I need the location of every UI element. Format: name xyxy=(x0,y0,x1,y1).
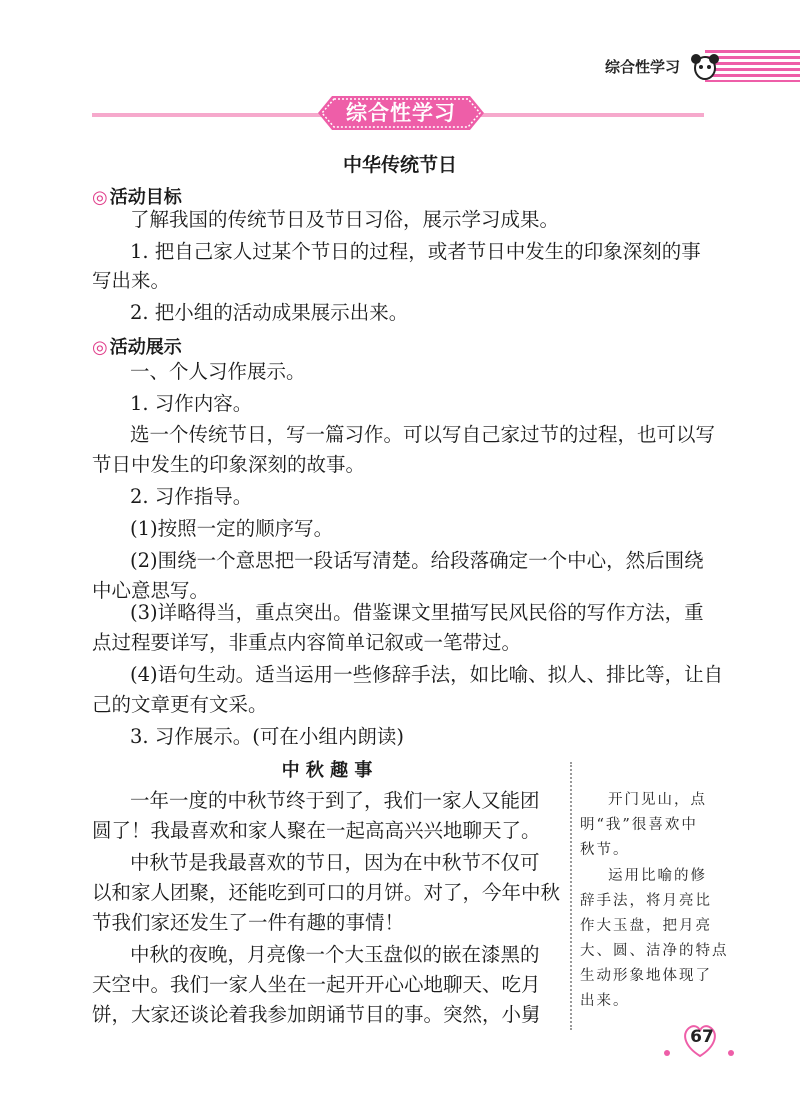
essay-line: 一年一度的中秋节终于到了，我们一家人又能团 xyxy=(130,789,540,812)
goal-2: 2. 把小组的活动成果展示出来。 xyxy=(130,301,409,324)
essay-line: 节我们家还发生了一件有趣的事情！ xyxy=(92,911,405,934)
note-line: 辞手法，将月亮比 xyxy=(580,893,712,909)
dot-decoration xyxy=(664,1050,670,1056)
section-heading-show-label: 活动展示 xyxy=(109,337,182,358)
goal-1-b: 写出来。 xyxy=(92,269,171,292)
essay-line: 天空中。我们一家人坐在一起开开心心地聊天、吃月 xyxy=(92,973,541,996)
margin-note-2 xyxy=(580,864,730,1014)
guide-2-b: 中心意思写。 xyxy=(92,579,210,602)
goal-1-a: 1. 把自己家人过某个节日的过程，或者节日中发生的印象深刻的事 xyxy=(130,240,701,263)
content-heading: 1. 习作内容。 xyxy=(130,392,253,415)
section-heading-show xyxy=(92,333,182,359)
page-title: 中华传统节日 xyxy=(342,154,457,176)
guide-3-b: 点过程要详写，非重点内容简单记叙或一笔带过。 xyxy=(92,631,522,654)
header-label: 综合性学习 xyxy=(605,58,681,76)
margin-note-1 xyxy=(580,788,730,863)
note-line: 作大玉盘，把月亮 xyxy=(580,918,712,934)
essay-line: 以和家人团聚，还能吃到可口的月饼。对了，今年中秋 xyxy=(92,881,561,904)
guide-heading: 2. 习作指导。 xyxy=(130,485,253,508)
double-circle-icon: ◎ xyxy=(92,337,108,358)
banner-title: 综合性学习 xyxy=(346,101,456,125)
guide-4-b: 己的文章更有文采。 xyxy=(92,693,268,716)
note-line: 明“我”很喜欢中 xyxy=(580,817,698,833)
guide-3-a: (3)详略得当，重点突出。借鉴课文里描写民风民俗的写作方法，重 xyxy=(130,601,704,624)
showcase-heading: 3. 习作展示。(可在小组内朗读) xyxy=(130,725,405,748)
essay-title: 中 秋 趣 事 xyxy=(281,760,373,781)
dot-decoration xyxy=(728,1050,734,1056)
goal-intro: 了解我国的传统节日及节日习俗，展示学习成果。 xyxy=(130,208,560,231)
note-line: 开门见山，点 xyxy=(608,792,707,808)
content-a: 选一个传统节日，写一篇习作。可以写自己家过节的过程，也可以写 xyxy=(130,423,716,446)
cartoon-mascot-icon xyxy=(688,52,722,82)
section-heading-goal-label: 活动目标 xyxy=(109,187,182,208)
note-line: 生动形象地体现了 xyxy=(580,968,712,984)
essay-line: 圆了！我最喜欢和家人聚在一起高高兴兴地聊天了。 xyxy=(92,819,541,842)
note-line: 出来。 xyxy=(580,993,630,1009)
essay-line: 饼，大家还谈论着我参加朗诵节目的事。突然，小舅 xyxy=(92,1003,541,1026)
show-1: 一、个人习作展示。 xyxy=(130,360,306,383)
guide-1: (1)按照一定的顺序写。 xyxy=(130,517,334,540)
note-line: 秋节。 xyxy=(580,842,630,858)
essay-line: 中秋节是我最喜欢的节日，因为在中秋节不仅可 xyxy=(130,851,540,874)
content-b: 节日中发生的印象深刻的故事。 xyxy=(92,453,366,476)
margin-divider xyxy=(570,762,572,1030)
double-circle-icon: ◎ xyxy=(92,187,108,208)
essay-line: 中秋的夜晚，月亮像一个大玉盘似的嵌在漆黑的 xyxy=(130,943,540,966)
note-line: 运用比喻的修 xyxy=(608,868,707,884)
note-line: 大、圆、洁净的特点 xyxy=(580,943,729,959)
page-number: 67 xyxy=(690,1027,714,1047)
guide-4-a: (4)语句生动。适当运用一些修辞手法，如比喻、拟人、排比等，让自 xyxy=(130,663,724,686)
guide-2-a: (2)围绕一个意思把一段话写清楚。给段落确定一个中心，然后围绕 xyxy=(130,549,704,572)
